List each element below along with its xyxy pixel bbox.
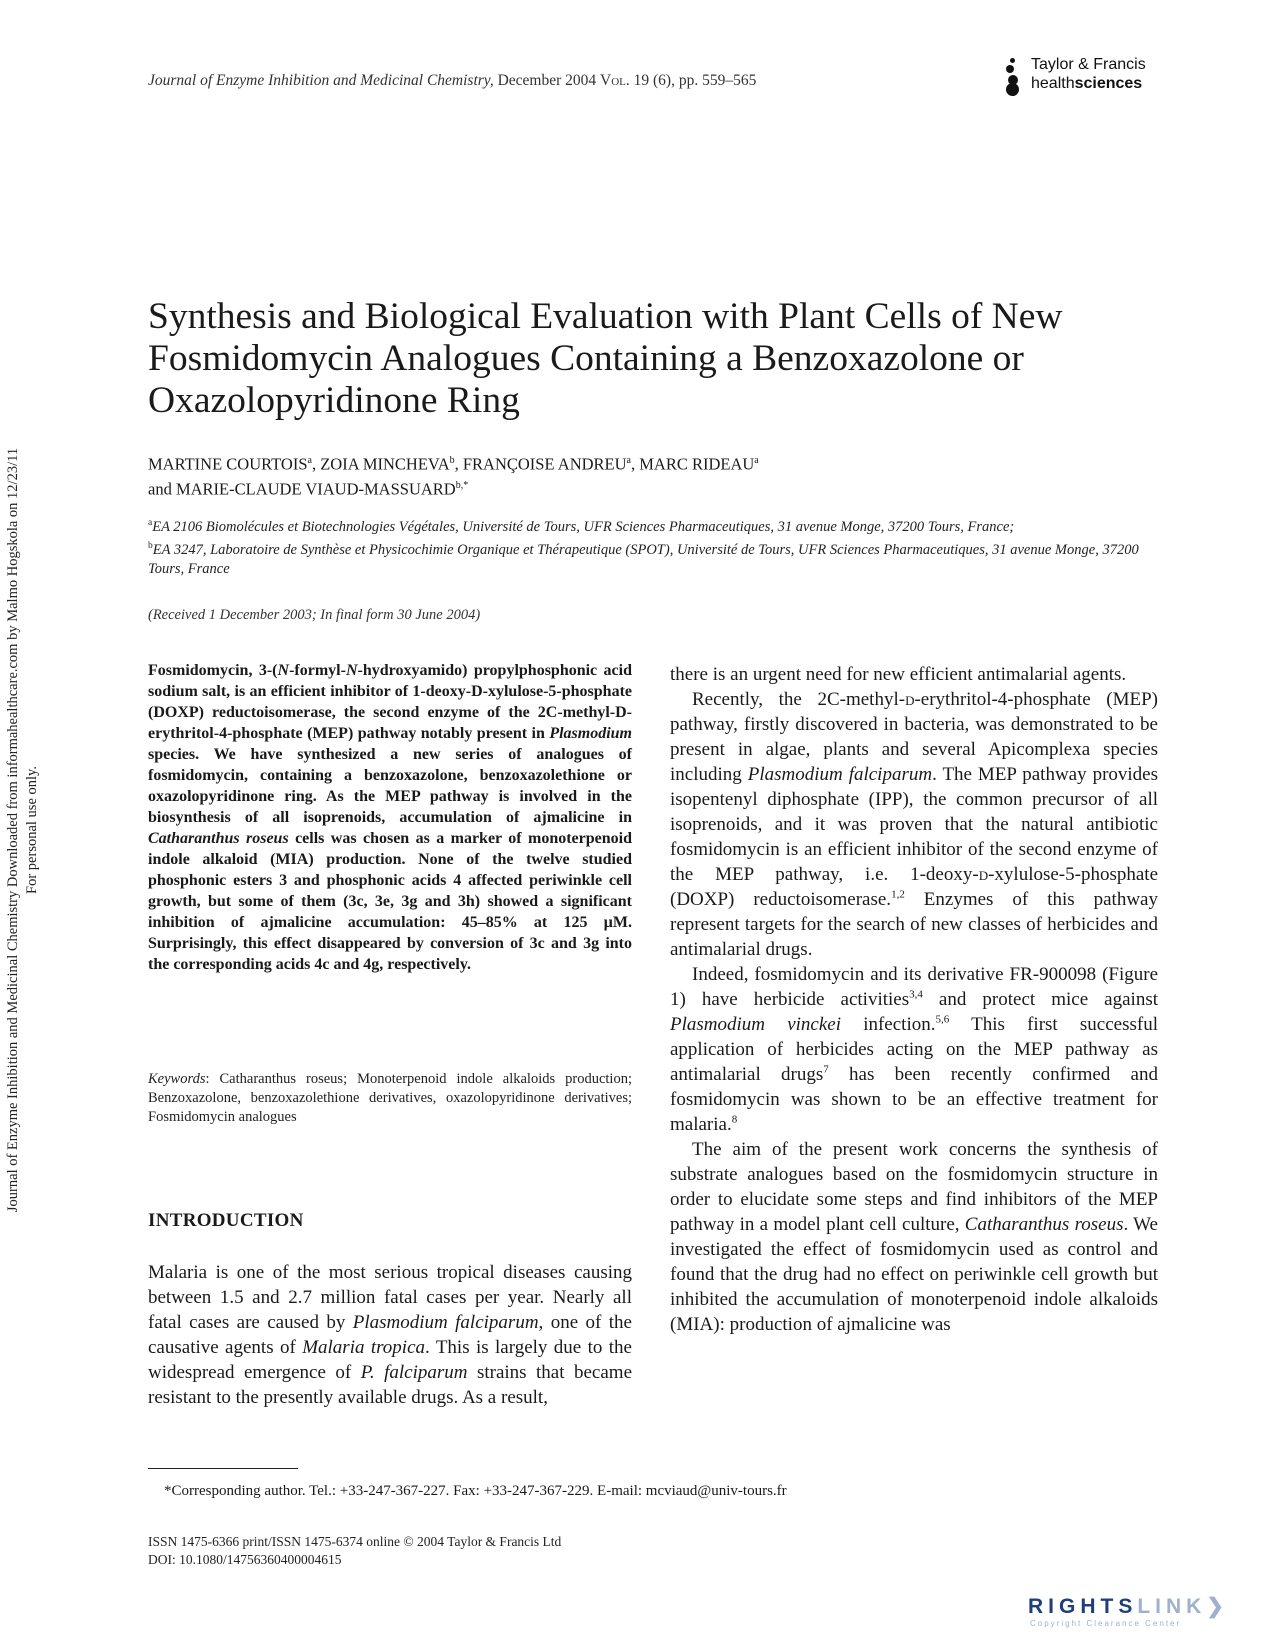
affiliation: $^b$EA 3247, Laboratoire de Synthèse et Physicochimie Organique et Thérapeutique (SPOT), Université de Tours, UFR Sciences Pharmaceutiques, 31 avenue Monge, 37200 Tours, France: [148, 540, 1139, 577]
body-paragraph: Indeed, fosmidomycin and its derivative FR-900098 (Figure 1) have herbicide activities$^{3,4}$ and protect mice against Plasmodium vinckei infection.$^{5,6}$ This first successful application of herbicides acting on the MEP pathway as antimalarial drugs$^7$ has been recently confirmed and fosmidomycin was shown to be an effective treatment for malaria.$^8$: [670, 964, 1158, 1135]
rightslink-subtitle: Copyright Clearance Center: [1030, 1619, 1182, 1628]
rightslink-b: LINK: [1137, 1595, 1207, 1618]
watermark-line1: Journal of Enzyme Inhibition and Medicinal Chemistry Downloaded from informahealthcare.com by Malmo Hogskola on 12/23/11: [5, 447, 21, 1213]
logo-dots-icon: [1005, 58, 1029, 96]
keywords-text: : Catharanthus roseus; Monoterpenoid indole alkaloids production; Benzoxazolone, benzoxazolethione derivatives, oxazolopyridinone derivatives; Fosmidomycin analogues: [148, 1071, 632, 1125]
abstract: Fosmidomycin, 3-(N-formyl-N-hydroxyamido) propylphosphonic acid sodium salt, is an efficient inhibitor of 1-deoxy-D-xylulose-5-phosphate (DOXP) reductoisomerase, the second enzyme of the 2C-methyl-D-erythritol-4-phosphate (MEP) pathway notably present in Plasmodium species. We have synthesized a new series of analogues of fosmidomycin, containing a benzoxazolone, benzoxazolethione or oxazolopyridinone ring. As the MEP pathway is involved in the biosynthesis of all isoprenoids, accumulation of ajmalicine in Catharanthus roseus cells was chosen as a marker of monoterpenoid indole alkaloid (MIA) production. None of the twelve studied phosphonic esters 3 and phosphonic acids 4 affected periwinkle cell growth, but some of them (3c, 3e, 3g and 3h) showed a significant inhibition of ajmalicine accumulation: 45–85% at 125 µM. Surprisingly, this effect disappeared by conversion of 3c and 3g into the corresponding acids 4c and 4g, respectively.: [148, 662, 633, 973]
corresponding-author-footnote: *Corresponding author. Tel.: +33-247-367-227. Fax: +33-247-367-229. E-mail: mcviaud@univ-tours.fr: [164, 1483, 787, 1499]
journal-name: Journal of Enzyme Inhibition and Medicinal Chemistry,: [148, 72, 494, 89]
doi-line: DOI: 10.1080/14756360400004615: [148, 1552, 342, 1567]
footnote-rule: [148, 1468, 298, 1469]
volume-info: 19 (6), pp. 559–565: [633, 72, 757, 89]
journal-header: [148, 72, 756, 90]
keywords: [148, 1070, 632, 1127]
article-title: Synthesis and Biological Evaluation with Plant Cells of New Fosmidomycin Analogues Containing a Benzoxazolone or Oxazolopyridinone Ring: [148, 296, 1063, 421]
affiliations: [148, 514, 1158, 579]
author-name: MARC RIDEAU: [639, 454, 755, 474]
watermark-line2: For personal use only.: [24, 766, 40, 894]
intro-left-paragraph: Malaria is one of the most serious tropical diseases causing between 1.5 and 2.7 million fatal cases per year. Nearly all fatal cases are caused by Plasmodium falciparum, one of the causative agents of Malaria tropica. This is largely due to the widespread emergence of P. falciparum strains that became resistant to the presently available drugs. As a result,: [148, 1262, 632, 1408]
body-paragraph: there is an urgent need for new efficient antimalarial agents.: [670, 664, 1127, 685]
issn-block: [148, 1533, 561, 1569]
rightslink-a: RIGHTS: [1028, 1595, 1138, 1618]
author-name: FRANÇOISE ANDREU: [462, 454, 627, 474]
author-name: MARTINE COURTOIS: [148, 454, 308, 474]
rightslink-logo[interactable]: [1028, 1594, 1258, 1634]
rightslink-arrow-icon: ❯: [1206, 1595, 1229, 1618]
author-list: MARTINE COURTOIS$^a$, ZOIA MINCHEVA$^b$, FRANÇOISE ANDREU$^a$, MARC RIDEAU$^a$ and MARIE-CLAUDE VIAUD-$MASSUARD^{b,*}$: [148, 454, 759, 498]
volume-label: Vol.: [600, 72, 630, 89]
publisher-logo: [1005, 54, 1165, 98]
affiliation: $^a$EA 2106 Biomolécules et Biotechnologies Végétales, Université de Tours, UFR Sciences Pharmaceutiques, 31 avenue Monge, 37200 Tours, France;: [148, 518, 1015, 535]
side-watermark: [0, 0, 60, 1280]
author-name: ZOIA MINCHEVA: [320, 454, 450, 474]
section-heading-introduction: INTRODUCTION: [148, 1210, 304, 1231]
publisher-imprint: healthsciences: [1031, 75, 1143, 92]
issn-line: ISSN 1475-6366 print/ISSN 1475-6374 online © 2004 Taylor & Francis Ltd: [148, 1534, 562, 1549]
author-name: MARIE-CLAUDE VIAUD-MASSUARD: [175, 479, 456, 498]
issue-date: December 2004: [497, 72, 597, 89]
body-paragraph: The aim of the present work concerns the synthesis of substrate analogues based on the fosmidomycin structure in order to elucidate some steps and find inhibitors of the MEP pathway in a model plant cell culture, Catharanthus roseus. We investigated the effect of fosmidomycin used as control and found that the drug had no effect on periwinkle cell growth but inhibited the accumulation of monoterpenoid indole alkaloids (MIA): production of ajmalicine was: [670, 1139, 1158, 1335]
keywords-label: Keywords: [148, 1071, 206, 1087]
publisher-name: Taylor & Francis: [1031, 56, 1146, 73]
received-dates: (Received 1 December 2003; In final form 30 June 2004): [148, 607, 481, 623]
body-paragraph: Recently, the 2C-methyl-d-erythritol-4-phosphate (MEP) pathway, firstly discovered in bacteria, was demonstrated to be present in algae, plants and several Apicomplexa species including Plasmodium falciparum. The MEP pathway provides isopentenyl diphosphate (IPP), the common precursor of all isoprenoids, and it was proven that the natural antibiotic fosmidomycin is an efficient inhibitor of the second enzyme of the MEP pathway, i.e. 1-deoxy-d-xylulose-5-phosphate (DOXP) reductoisomerase.$^{1,2}$ Enzymes of this pathway represent targets for the search of new classes of herbicides and antimalarial drugs.: [670, 689, 1158, 960]
intro-right-column: [670, 662, 1158, 1337]
